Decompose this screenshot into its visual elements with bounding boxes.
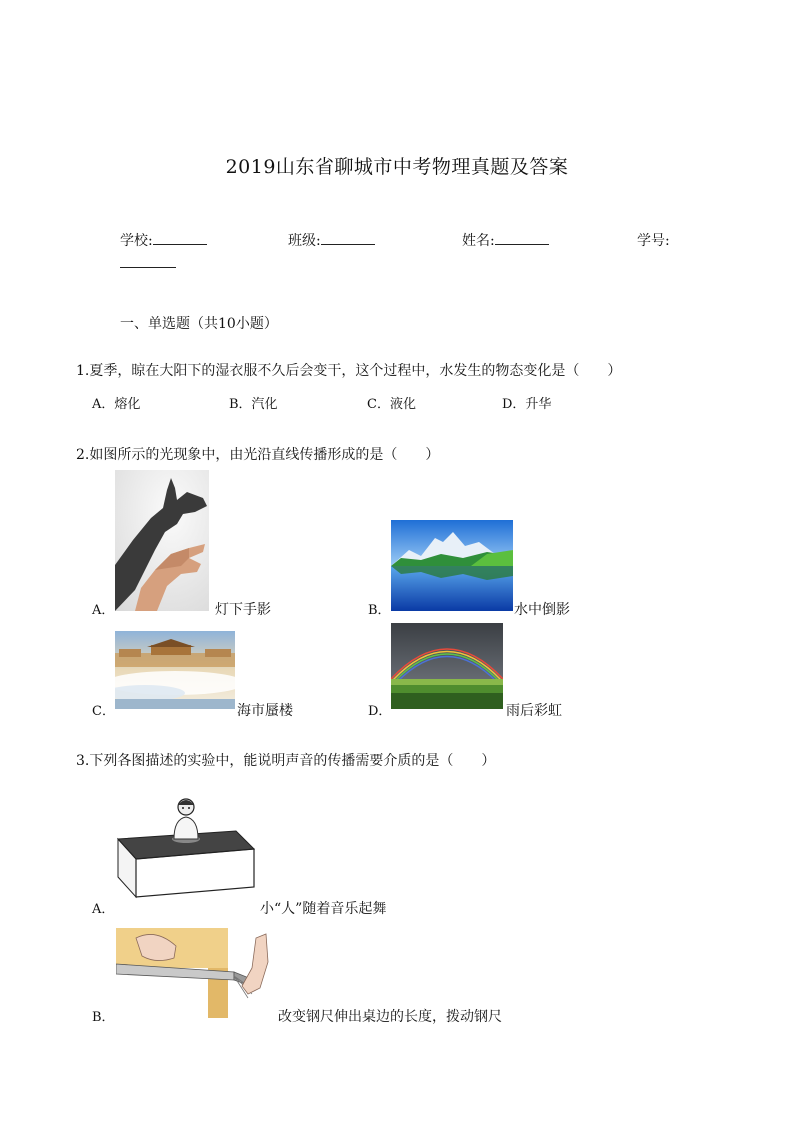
water-reflection-image: [391, 520, 513, 611]
school-blank: [153, 230, 207, 245]
number-field: [637, 230, 670, 250]
name-blank: [495, 230, 549, 245]
q1-option-d: D．升华: [502, 397, 552, 412]
q2-option-b-caption: 水中倒影: [514, 602, 570, 618]
question-2-stem: 2.如图所示的光现象中，由光沿直线传播形成的是（ ）: [76, 447, 440, 463]
name-label: 姓名:: [462, 233, 495, 249]
number-label: 学号:: [637, 233, 670, 249]
q2-option-a-caption: 灯下手影: [215, 602, 271, 618]
q2-option-d-letter: D．: [368, 704, 392, 719]
class-field: [288, 230, 375, 250]
school-field: [120, 230, 207, 250]
q1-option-a: A．熔化: [92, 397, 141, 412]
school-label: 学校:: [120, 233, 153, 249]
question-1-stem: 1.夏季，晾在大阳下的湿衣服不久后会变干，这个过程中，水发生的物态变化是（ ）: [76, 363, 622, 379]
q2-option-b-letter: B．: [368, 603, 391, 618]
q2-option-a-letter: A．: [92, 603, 115, 618]
dancing-figure-image: [116, 793, 256, 900]
q2-option-d-caption: 雨后彩虹: [506, 703, 562, 719]
q1-option-c: C．液化: [367, 397, 416, 412]
q2-option-c-caption: 海市蜃楼: [237, 703, 293, 719]
q1-option-b: B．汽化: [229, 397, 278, 412]
name-field: [462, 230, 549, 250]
q3-option-b-letter: B．: [92, 1010, 115, 1025]
mirage-image: [115, 631, 235, 709]
rainbow-image: [391, 623, 503, 709]
q3-option-a-letter: A．: [92, 902, 115, 917]
page-title: 2019山东省聊城市中考物理真题及答案: [225, 156, 569, 178]
class-label: 班级:: [288, 233, 321, 249]
q3-option-b-caption: 改变钢尺伸出桌边的长度，拨动钢尺: [278, 1009, 502, 1025]
class-blank: [321, 230, 375, 245]
ruler-image: [116, 928, 276, 1018]
question-3-stem: 3.下列各图描述的实验中，能说明声音的传播需要介质的是（ ）: [76, 753, 496, 769]
q2-option-c-letter: C．: [92, 704, 115, 719]
hand-shadow-image: [115, 470, 209, 611]
q3-option-a-caption: 小“人”随着音乐起舞: [260, 901, 387, 917]
number-blank: [120, 253, 176, 268]
section-heading: 一、单选题（共10小题）: [120, 316, 278, 332]
